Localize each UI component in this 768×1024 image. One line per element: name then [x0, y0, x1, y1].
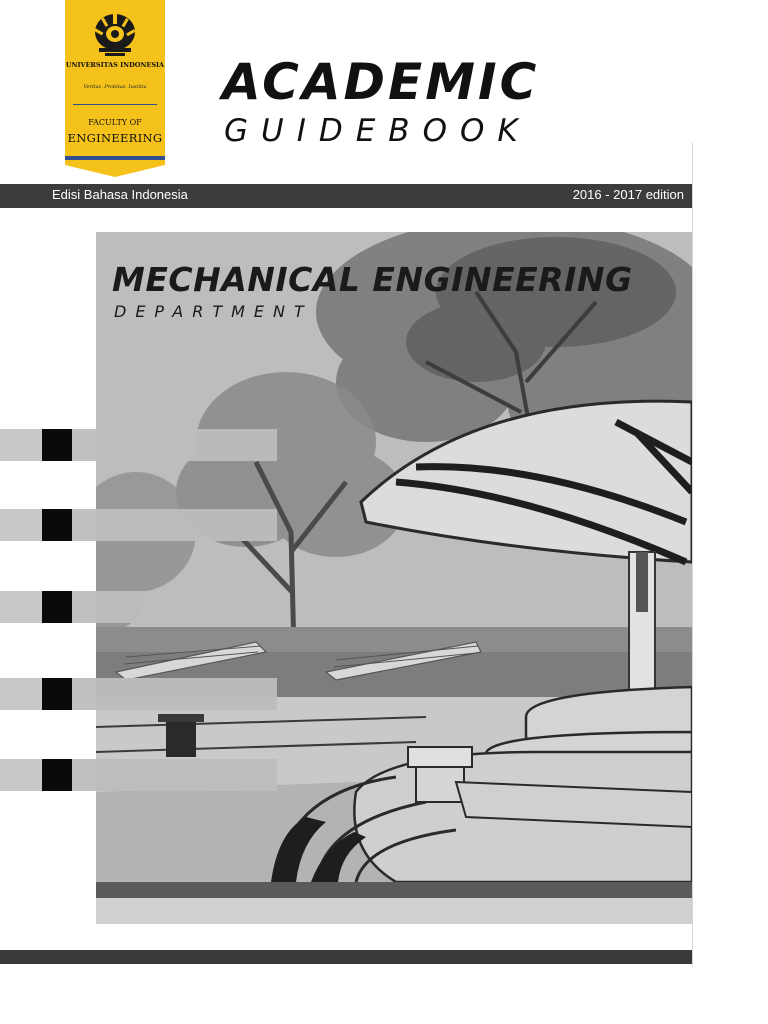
section-tab-1: [0, 429, 277, 461]
section-tab-4: [0, 678, 277, 710]
logo-ribbon: [65, 156, 165, 160]
guidebook-title: ACADEMIC: [222, 53, 540, 111]
department-subtitle: DEPARTMENT: [114, 302, 313, 321]
bottom-bar: [0, 950, 692, 964]
faculty-label-line1: FACULTY OF: [88, 118, 142, 127]
logo-pennant-tip: [65, 165, 165, 177]
section-tab-3: [0, 591, 277, 623]
university-motto: Veritas, Probitas, Iustitia: [83, 84, 147, 90]
frame-line: [692, 143, 693, 967]
bottom-band-dark: [96, 882, 692, 898]
edition-year: 2016 - 2017 edition: [572, 187, 684, 202]
section-tab-2: [0, 509, 277, 541]
makara-crest-icon: [89, 10, 141, 60]
guidebook-subtitle: GUIDEBOOK: [224, 113, 531, 149]
bottom-band-light: [96, 898, 692, 924]
logo-divider: [73, 104, 157, 105]
faculty-label-line2: ENGINEERING: [67, 131, 163, 145]
department-title: MECHANICAL ENGINEERING: [112, 260, 633, 299]
edition-bar: [0, 184, 692, 208]
edition-language: Edisi Bahasa Indonesia: [52, 187, 188, 202]
university-name: UNIVERSITAS INDONESIA: [65, 61, 165, 69]
faculty-logo: [65, 0, 165, 178]
section-tab-5: [0, 759, 277, 791]
